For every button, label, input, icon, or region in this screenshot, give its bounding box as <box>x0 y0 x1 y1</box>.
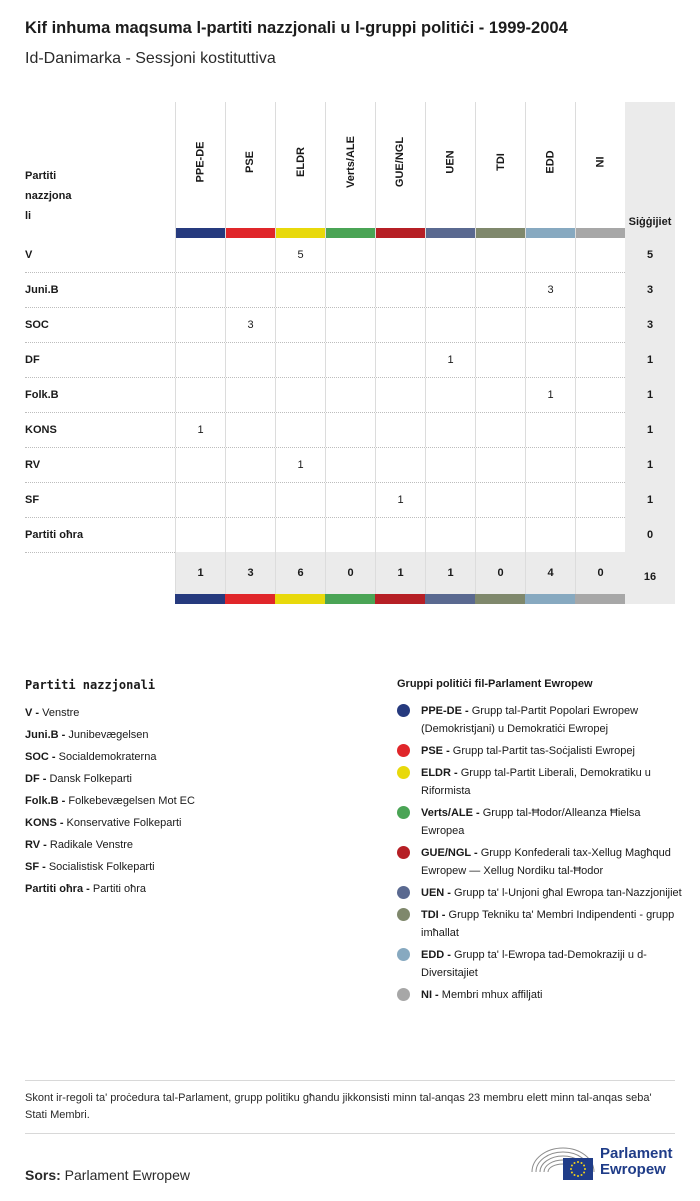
rules-note: Skont ir-regoli ta' proċedura tal-Parlament, grupp politiku għandu jikkonsisti minn tal-anqas 23 membru elett minn tal-anqas seba' Stati Membri. <box>25 1080 675 1134</box>
party-abbr: KONS - <box>25 817 64 829</box>
seat-cell <box>225 483 275 517</box>
seat-cell <box>325 238 375 272</box>
seat-cell <box>575 413 625 447</box>
eu-star-icon <box>577 1175 579 1177</box>
table-row <box>25 413 675 448</box>
seat-cell <box>375 518 425 552</box>
seat-cell <box>375 238 425 272</box>
seat-cell <box>325 308 375 342</box>
party-legend-item <box>25 878 365 900</box>
seat-cell <box>575 238 625 272</box>
group-total: 0 <box>475 552 525 594</box>
group-color-bar <box>176 228 225 238</box>
group-column-header <box>375 102 425 238</box>
seat-cell <box>475 483 525 517</box>
seat-cell <box>575 308 625 342</box>
logo-wordmark <box>600 1146 673 1178</box>
party-label: KONS <box>25 424 57 436</box>
seat-cell <box>475 378 525 412</box>
seat-cell <box>475 413 525 447</box>
party-name: Socialistisk Folkeparti <box>45 861 155 873</box>
logo-line-2: Ewropew <box>600 1161 666 1178</box>
seat-cell <box>225 343 275 377</box>
party-total: 5 <box>625 238 675 273</box>
group-description: Grupp ta' l-Unjoni għal Ewropa tan-Nazzjonijiet <box>450 887 682 899</box>
seat-cell <box>575 273 625 307</box>
seat-cell: 3 <box>225 308 275 342</box>
party-legend-item <box>25 834 365 856</box>
group-abbr: UEN - <box>421 887 451 899</box>
group-color-bar <box>325 594 375 604</box>
party-label: V <box>25 249 33 261</box>
group-total: 6 <box>275 552 325 594</box>
seat-cell <box>175 343 225 377</box>
seat-cell <box>275 273 325 307</box>
seat-cell <box>475 448 525 482</box>
party-legend-item <box>25 812 365 834</box>
seat-cell <box>275 483 325 517</box>
party-legend <box>25 678 365 900</box>
group-column-header <box>475 102 525 238</box>
group-color-dot-icon <box>397 704 410 717</box>
group-abbr: PSE - <box>421 745 450 757</box>
party-legend-item <box>25 768 365 790</box>
seat-cell <box>475 273 525 307</box>
eu-star-icon <box>571 1172 573 1174</box>
group-color-bar <box>576 228 625 238</box>
party-total: 0 <box>625 518 675 553</box>
seat-cell <box>175 273 225 307</box>
seat-cell <box>375 378 425 412</box>
eu-star-icon <box>581 1174 583 1176</box>
seat-cell <box>225 238 275 272</box>
party-name: Dansk Folkeparti <box>46 773 132 785</box>
group-color-bar <box>326 228 375 238</box>
seat-cell <box>425 413 475 447</box>
party-name: Junibevægelsen <box>65 729 149 741</box>
party-total: 1 <box>625 448 675 483</box>
group-color-bar <box>375 594 425 604</box>
table-row <box>25 483 675 518</box>
table-row <box>25 448 675 483</box>
group-legend-item <box>397 986 682 1004</box>
seat-cell <box>175 483 225 517</box>
seat-cell <box>275 413 325 447</box>
seat-cell <box>475 518 525 552</box>
seat-cell <box>175 378 225 412</box>
group-color-dot-icon <box>397 806 410 819</box>
group-description: Grupp tal-Partit Liberali, Demokratiku u Riformista <box>421 767 651 797</box>
seat-cell <box>525 343 575 377</box>
party-legend-item <box>25 702 365 724</box>
seat-cell <box>275 378 325 412</box>
seat-cell <box>175 448 225 482</box>
party-name: Venstre <box>39 707 80 719</box>
group-column-header <box>175 102 225 238</box>
group-color-dot-icon <box>397 846 410 859</box>
group-description: Grupp tal-Partit Popolari Ewropew (Demokristjani) u Demokratiċi Ewropej <box>421 705 639 735</box>
seat-cell <box>325 518 375 552</box>
group-abbr: PPE-DE - <box>421 705 469 717</box>
eu-star-icon <box>583 1165 585 1167</box>
party-abbr: SF - <box>25 861 46 873</box>
seat-cell: 1 <box>275 448 325 482</box>
seat-cell <box>425 378 475 412</box>
group-column-header <box>325 102 375 238</box>
seat-cell: 1 <box>175 413 225 447</box>
source-label: Sors: <box>25 1167 61 1183</box>
table-row <box>25 343 675 378</box>
seat-cell <box>425 273 475 307</box>
eu-star-icon <box>581 1162 583 1164</box>
group-total: 0 <box>325 552 375 594</box>
group-color-bar <box>425 594 475 604</box>
seat-cell <box>575 378 625 412</box>
party-name: Socialdemokraterna <box>55 751 157 763</box>
seat-cell: 1 <box>375 483 425 517</box>
logo-line-1: Parlament <box>600 1145 673 1162</box>
seat-cell <box>325 343 375 377</box>
group-color-bar <box>426 228 475 238</box>
party-label: SF <box>25 494 40 506</box>
seat-cell <box>225 378 275 412</box>
seat-cell <box>225 448 275 482</box>
group-code: PPE-DE <box>194 141 207 183</box>
party-name: Partiti oħra <box>89 883 147 895</box>
source-line <box>25 1167 190 1183</box>
seat-cell <box>525 308 575 342</box>
group-color-bar <box>475 594 525 604</box>
group-color-dot-icon <box>397 948 410 961</box>
seat-cell <box>525 413 575 447</box>
party-abbr: V - <box>25 707 40 719</box>
party-label: SOC <box>25 319 49 331</box>
group-color-dot-icon <box>397 766 410 779</box>
table-row <box>25 273 675 308</box>
group-description: Grupp tal-Ħodor/Alleanza Ħielsa Ewropea <box>421 807 641 837</box>
party-abbr: SOC - <box>25 751 56 763</box>
parliament-hemicycle-icon <box>530 1142 596 1182</box>
group-column-header <box>275 102 325 238</box>
party-abbr: Partiti oħra - <box>25 883 90 895</box>
party-name: Radikale Venstre <box>46 839 134 851</box>
group-code: Verts/ALE <box>344 136 357 188</box>
row-header-line: Partiti <box>25 170 57 182</box>
seat-cell <box>225 413 275 447</box>
seats-column-header <box>625 102 675 238</box>
eu-star-icon <box>584 1168 586 1170</box>
group-color-dot-icon <box>397 886 410 899</box>
seat-cell: 1 <box>425 343 475 377</box>
party-legend-heading: Partiti nazzjonali <box>25 678 156 692</box>
party-label: Partiti oħra <box>25 529 84 541</box>
seat-cell <box>575 343 625 377</box>
party-total: 1 <box>625 343 675 378</box>
group-code: EDD <box>544 150 557 174</box>
group-description: Grupp ta' l-Ewropa tad-Demokraziji u d-Diversitajiet <box>421 949 647 979</box>
seat-cell <box>275 518 325 552</box>
party-label: Juni.B <box>25 284 59 296</box>
party-total: 3 <box>625 273 675 308</box>
party-legend-item <box>25 790 365 812</box>
row-header-label <box>25 166 175 226</box>
group-legend-item <box>397 844 682 880</box>
eu-star-icon <box>571 1165 573 1167</box>
seat-cell <box>575 518 625 552</box>
group-abbr: ELDR - <box>421 767 458 779</box>
seat-cell <box>525 238 575 272</box>
seat-cell <box>175 238 225 272</box>
eu-star-icon <box>574 1162 576 1164</box>
seat-cell <box>275 343 325 377</box>
seat-cell <box>375 343 425 377</box>
group-total: 1 <box>175 552 225 594</box>
group-legend-item <box>397 884 682 902</box>
eu-star-icon <box>583 1172 585 1174</box>
table-header <box>25 102 675 238</box>
seat-cell <box>325 273 375 307</box>
seat-cell <box>525 483 575 517</box>
grand-total: 16 <box>625 552 675 604</box>
group-legend-item <box>397 906 682 942</box>
table-row <box>25 308 675 343</box>
party-abbr: RV - <box>25 839 47 851</box>
eu-star-icon <box>574 1174 576 1176</box>
source-value: Parlament Ewropew <box>60 1167 190 1183</box>
group-abbr: NI - <box>421 989 439 1001</box>
group-color-bar <box>476 228 525 238</box>
group-description: Grupp Tekniku ta' Membri Indipendenti - grupp imħallat <box>421 909 675 939</box>
page-subtitle: Id-Danimarka - Sessjoni kostituttiva <box>25 50 276 67</box>
seat-cell <box>575 483 625 517</box>
party-abbr: Juni.B - <box>25 729 66 741</box>
group-color-bar <box>226 228 275 238</box>
group-abbr: EDD - <box>421 949 451 961</box>
group-color-bar <box>175 594 225 604</box>
party-label: RV <box>25 459 41 471</box>
seat-cell <box>475 238 525 272</box>
seat-cell <box>425 448 475 482</box>
group-color-bar <box>525 594 575 604</box>
seats-header-label: Siġġijiet <box>628 216 672 228</box>
group-total: 1 <box>425 552 475 594</box>
group-color-dot-icon <box>397 744 410 757</box>
party-total: 1 <box>625 483 675 518</box>
party-legend-item <box>25 856 365 878</box>
group-legend <box>397 678 682 1008</box>
seat-cell <box>375 273 425 307</box>
seat-cell <box>425 518 475 552</box>
group-abbr: TDI - <box>421 909 446 921</box>
group-abbr: Verts/ALE - <box>421 807 480 819</box>
seat-cell <box>425 483 475 517</box>
group-color-bar <box>575 594 625 604</box>
seat-cell: 5 <box>275 238 325 272</box>
seat-cell <box>475 308 525 342</box>
group-description: Membri mhux affiljati <box>438 989 543 1001</box>
table-row <box>25 518 675 553</box>
seat-distribution-table <box>25 102 675 604</box>
group-code: TDI <box>494 153 507 171</box>
group-abbr: GUE/NGL - <box>421 847 478 859</box>
group-legend-list <box>397 702 682 1004</box>
group-color-bar <box>225 594 275 604</box>
group-code: UEN <box>444 150 457 174</box>
seat-cell <box>525 448 575 482</box>
group-color-bar <box>526 228 575 238</box>
group-description: Grupp tal-Partit tas-Soċjalisti Ewropej <box>449 745 635 757</box>
seat-cell <box>225 273 275 307</box>
page-title: Kif inhuma maqsuma l-partiti nazzjonali u l-gruppi politiċi - 1999-2004 <box>25 19 568 37</box>
party-abbr: DF - <box>25 773 47 785</box>
group-color-bar <box>275 594 325 604</box>
group-code: ELDR <box>294 147 307 177</box>
seat-cell <box>525 518 575 552</box>
group-color-dot-icon <box>397 988 410 1001</box>
table-row <box>25 378 675 413</box>
party-abbr: Folk.B - <box>25 795 66 807</box>
group-column-header <box>425 102 475 238</box>
seat-cell: 1 <box>525 378 575 412</box>
party-legend-item <box>25 746 365 768</box>
european-parliament-logo <box>530 1142 678 1182</box>
party-label: DF <box>25 354 40 366</box>
eu-star-icon <box>570 1168 572 1170</box>
group-color-dot-icon <box>397 908 410 921</box>
group-legend-heading: Gruppi politiċi fil-Parlament Ewropew <box>397 678 593 690</box>
group-description: Grupp Konfederali tax-Xellug Magħqud Ewropew — Xellug Nordiku tal-Ħodor <box>421 847 671 877</box>
group-color-bar <box>276 228 325 238</box>
seat-cell <box>175 308 225 342</box>
totals-row <box>25 552 675 604</box>
group-legend-item <box>397 764 682 800</box>
seat-cell <box>375 413 425 447</box>
party-name: Konservative Folkeparti <box>63 817 182 829</box>
group-total: 0 <box>575 552 625 594</box>
party-total: 1 <box>625 378 675 413</box>
seat-cell <box>575 448 625 482</box>
group-color-bar <box>376 228 425 238</box>
table-row <box>25 238 675 273</box>
row-header-line: li <box>25 210 32 222</box>
seat-cell <box>175 518 225 552</box>
seat-cell <box>325 413 375 447</box>
group-legend-item <box>397 946 682 982</box>
seat-cell <box>425 308 475 342</box>
group-code: PSE <box>244 150 257 174</box>
group-column-header <box>525 102 575 238</box>
party-legend-item <box>25 724 365 746</box>
group-legend-item <box>397 742 682 760</box>
group-legend-item <box>397 804 682 840</box>
group-legend-item <box>397 702 682 738</box>
seat-cell <box>375 448 425 482</box>
group-total: 4 <box>525 552 575 594</box>
seat-cell <box>225 518 275 552</box>
group-code: NI <box>594 156 607 168</box>
group-column-header <box>225 102 275 238</box>
party-total: 3 <box>625 308 675 343</box>
party-total: 1 <box>625 413 675 448</box>
group-code: GUE/NGL <box>394 136 407 188</box>
group-total: 1 <box>375 552 425 594</box>
party-label: Folk.B <box>25 389 59 401</box>
seat-cell <box>475 343 525 377</box>
seat-cell <box>375 308 425 342</box>
seat-cell <box>325 448 375 482</box>
seat-cell: 3 <box>525 273 575 307</box>
eu-star-icon <box>577 1161 579 1163</box>
party-name: Folkebevægelsen Mot EC <box>65 795 195 807</box>
row-header-line: nazzjona <box>25 190 72 202</box>
seat-cell <box>325 378 375 412</box>
seat-cell <box>325 483 375 517</box>
group-total: 3 <box>225 552 275 594</box>
party-legend-list <box>25 702 365 900</box>
group-column-header <box>575 102 625 238</box>
seat-cell <box>275 308 325 342</box>
seat-cell <box>425 238 475 272</box>
